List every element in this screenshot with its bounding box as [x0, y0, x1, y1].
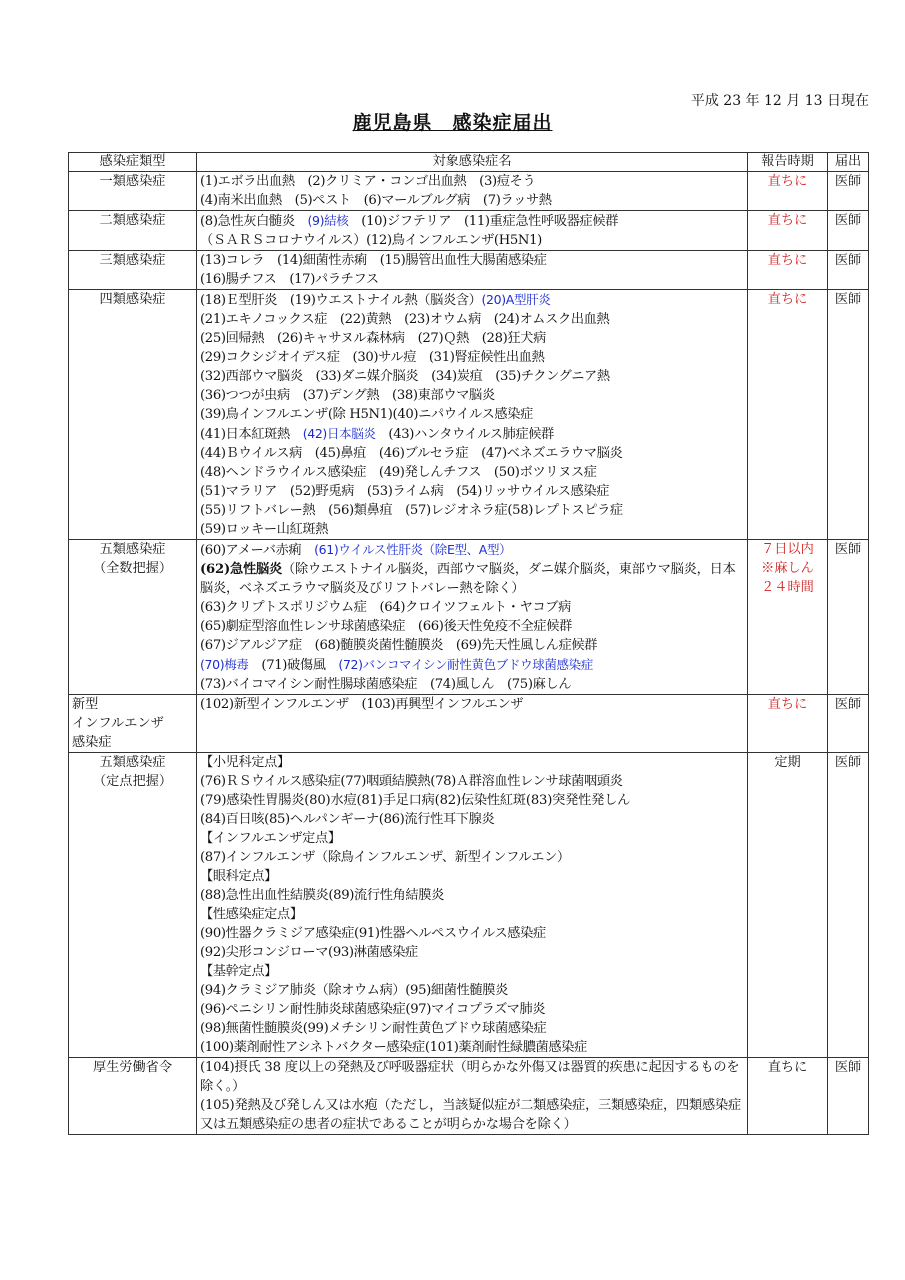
- category-label: 四類感染症: [99, 292, 166, 307]
- report-timing-text: 直ちに: [767, 213, 808, 228]
- table-row: [69, 753, 869, 1058]
- disease-line: [200, 962, 744, 981]
- report-timing-cell: [748, 172, 828, 211]
- category-label: 三類感染症: [99, 253, 166, 268]
- category-label: 五類感染症: [99, 755, 166, 770]
- disease-line: [200, 560, 744, 598]
- as-of-date: 平成 23 年 12 月 13 日現在: [690, 93, 869, 109]
- report-timing-text: 直ちに: [767, 253, 808, 268]
- disease-line: [200, 1058, 744, 1096]
- disease-text: (65)劇症型溶血性レンサ球菌感染症 (66)後天性免疫不全症候群: [200, 619, 572, 634]
- category-label: （定点把握）: [92, 774, 173, 789]
- disease-text: (39)鳥インフルエンザ(除 H5N1)(40)ニパウイルス感染症: [200, 407, 533, 422]
- disease-text: (63)クリプトスポリジウム症 (64)クロイツフェルト・ヤコブ病: [200, 600, 571, 615]
- disease-text: (105)発熱及び発しん又は水疱（ただし，当該疑似症が二類感染症，三類感染症，四類感染症又は五類感染症の患者の症状であることが明らかな場合を除く）: [200, 1098, 741, 1132]
- report-timing-text: 直ちに: [767, 174, 808, 189]
- disease-text: (44)Ｂウイルス病 (45)鼻疽 (46)ブルセラ症 (47)ベネズエラウマ脳炎: [200, 446, 623, 461]
- disease-line: [200, 520, 744, 539]
- disease-text: 【眼科定点】: [200, 869, 278, 884]
- page-title: 鹿児島県 感染症届出: [352, 112, 553, 134]
- disease-text: (43)ハンタウイルス肺症候群: [375, 427, 554, 442]
- notifier-cell: 医師: [828, 753, 869, 1058]
- highlighted-disease: (61)ウイルス性肝炎（除E型、A型）: [314, 542, 512, 557]
- disease-text: (92)尖形コンジローマ(93)淋菌感染症: [200, 945, 418, 960]
- disease-text: (59)ロッキー山紅斑熱: [200, 522, 329, 537]
- disease-text: (8)急性灰白髄炎: [200, 214, 308, 229]
- disease-line: [200, 463, 744, 482]
- highlighted-disease: (72)バンコマイシン耐性黄色ブドウ球菌感染症: [338, 657, 593, 672]
- notifier-cell: 医師: [828, 211, 869, 251]
- disease-text: (18)Ｅ型肝炎 (19)ウエストナイル熱（脳炎含）: [200, 293, 482, 308]
- disease-text: (1)エボラ出血熱 (2)クリミア・コンゴ出血熱 (3)痘そう: [200, 174, 536, 189]
- disease-text: 【インフルエンザ定点】: [200, 831, 341, 846]
- disease-text: (104)摂氏 38 度以上の発熱及び呼吸器症状（明らかな外傷又は器質的疾患に起因するものを除く。）: [200, 1060, 740, 1094]
- disease-line: [200, 172, 744, 191]
- disease-line: [200, 1019, 744, 1038]
- category-cell: [69, 695, 197, 753]
- disease-text: (62)急性脳炎: [200, 562, 282, 577]
- disease-line: [200, 636, 744, 655]
- disease-line: [200, 867, 744, 886]
- disease-text: (48)ヘンドラウイルス感染症 (49)発しんチフス (50)ボツリヌス症: [200, 465, 597, 480]
- disease-line: [200, 943, 744, 962]
- disease-list-cell: [197, 1058, 748, 1135]
- category-label: インフルエンザ: [72, 716, 164, 731]
- highlighted-disease: (42)日本脳炎: [302, 426, 376, 441]
- disease-line: [200, 386, 744, 405]
- disease-text: (13)コレラ (14)細菌性赤痢 (15)腸管出血性大腸菌感染症: [200, 253, 547, 268]
- header-disease-names: 対象感染症名: [197, 153, 748, 172]
- disease-line: [200, 251, 744, 270]
- category-label: 厚生労働省令: [92, 1060, 173, 1075]
- table-row: [69, 1058, 869, 1135]
- table-row: [69, 290, 869, 540]
- category-cell: [69, 1058, 197, 1135]
- disease-line: [200, 329, 744, 348]
- disease-text: (79)感染性胃腸炎(80)水痘(81)手足口病(82)伝染性紅斑(83)突発性発しん: [200, 793, 631, 808]
- report-timing-cell: [748, 540, 828, 695]
- disease-text: (21)エキノコックス症 (22)黄熱 (23)オウム病 (24)オムスク出血熱: [200, 312, 610, 327]
- disease-list-cell: [197, 753, 748, 1058]
- disease-text: (51)マラリア (52)野兎病 (53)ライム病 (54)リッサウイルス感染症: [200, 484, 610, 499]
- disease-text: (4)南米出血熱 (5)ペスト (6)マールブルグ病 (7)ラッサ熱: [200, 193, 552, 208]
- category-cell: [69, 211, 197, 251]
- disease-line: [200, 367, 744, 386]
- report-timing-cell: [748, 753, 828, 1058]
- report-timing-cell: [748, 211, 828, 251]
- infection-notification-table: [68, 152, 869, 1135]
- report-timing-cell: [748, 251, 828, 290]
- category-cell: [69, 290, 197, 540]
- disease-line: [200, 191, 744, 210]
- disease-line: [200, 270, 744, 289]
- disease-text: (76)ＲＳウイルス感染症(77)咽頭結膜熱(78)Ａ群溶血性レンサ球菌咽頭炎: [200, 774, 623, 789]
- disease-text: （除ウエストナイル脳炎，西部ウマ脳炎，ダニ媒介脳炎，東部ウマ脳炎，日本脳炎，ベネズエラウマ脳炎及びリフトバレー熱を除く）: [200, 562, 736, 596]
- highlighted-disease: (9)結核: [307, 213, 349, 228]
- notifier-cell: 医師: [828, 695, 869, 753]
- disease-text: (32)西部ウマ脳炎 (33)ダニ媒介脳炎 (34)炭疽 (35)チクングニア熱: [200, 369, 610, 384]
- category-cell: [69, 172, 197, 211]
- disease-text: 【基幹定点】: [200, 964, 278, 979]
- table-header-row: [69, 153, 869, 172]
- category-label: 一類感染症: [99, 174, 166, 189]
- notifier-cell: 医師: [828, 251, 869, 290]
- disease-line: [200, 1096, 744, 1134]
- disease-text: (55)リフトバレー熱 (56)類鼻疽 (57)レジオネラ症(58)レプトスピラ症: [200, 503, 623, 518]
- disease-text: (41)日本紅斑熱: [200, 427, 303, 442]
- disease-line: [200, 501, 744, 520]
- category-cell: [69, 540, 197, 695]
- disease-line: [200, 540, 744, 560]
- disease-line: [200, 810, 744, 829]
- disease-line: [200, 655, 744, 675]
- report-timing-text: ※麻しん: [761, 561, 814, 576]
- disease-line: [200, 791, 744, 810]
- disease-list-cell: [197, 251, 748, 290]
- disease-text: (71)破傷風: [248, 658, 339, 673]
- disease-text: (36)つつが虫病 (37)デング熱 (38)東部ウマ脳炎: [200, 388, 495, 403]
- disease-text: (100)薬剤耐性アシネトバクター感染症(101)薬剤耐性緑膿菌感染症: [200, 1040, 587, 1055]
- report-timing-cell: [748, 1058, 828, 1135]
- category-label: （全数把握）: [92, 561, 173, 576]
- disease-text: (67)ジアルジア症 (68)髄膜炎菌性髄膜炎 (69)先天性風しん症候群: [200, 638, 598, 653]
- header-notifier: 届出: [828, 153, 869, 172]
- disease-list-cell: [197, 290, 748, 540]
- disease-text: (94)クラミジア肺炎（除オウム病）(95)細菌性髄膜炎: [200, 983, 508, 998]
- disease-line: [200, 905, 744, 924]
- disease-text: (16)腸チフス (17)パラチフス: [200, 272, 379, 287]
- disease-line: [200, 772, 744, 791]
- disease-line: [200, 348, 744, 367]
- disease-text: (29)コクシジオイデス症 (30)サル痘 (31)腎症候性出血熱: [200, 350, 545, 365]
- notifier-cell: 医師: [828, 172, 869, 211]
- category-label: 五類感染症: [99, 542, 166, 557]
- table-row: [69, 540, 869, 695]
- notifier-cell: 医師: [828, 1058, 869, 1135]
- disease-list-cell: [197, 211, 748, 251]
- header-report-timing: 報告時期: [748, 153, 828, 172]
- disease-text: (102)新型インフルエンザ (103)再興型インフルエンザ: [200, 697, 524, 712]
- disease-text: 【性感染症定点】: [200, 907, 303, 922]
- highlighted-disease: (70)梅毒: [200, 657, 249, 672]
- disease-list-cell: [197, 172, 748, 211]
- table-body: [69, 172, 869, 1135]
- highlighted-disease: (20)A型肝炎: [481, 292, 551, 307]
- report-timing-cell: [748, 290, 828, 540]
- category-cell: [69, 753, 197, 1058]
- disease-text: (84)百日咳(85)ヘルパンギーナ(86)流行性耳下腺炎: [200, 812, 495, 827]
- table-row: [69, 172, 869, 211]
- disease-line: [200, 924, 744, 943]
- disease-text: 【小児科定点】: [200, 755, 290, 770]
- disease-line: [200, 981, 744, 1000]
- disease-line: [200, 482, 744, 501]
- notifier-cell: 医師: [828, 540, 869, 695]
- disease-text: (10)ジフテリア (11)重症急性呼吸器症候群: [348, 214, 619, 229]
- disease-text: (90)性器クラミジア感染症(91)性器ヘルペスウイルス感染症: [200, 926, 546, 941]
- report-timing-text: 定期: [774, 755, 801, 770]
- disease-list-cell: [197, 540, 748, 695]
- report-timing-text: 直ちに: [767, 1060, 808, 1075]
- category-label: 感染症: [72, 735, 112, 750]
- disease-line: [200, 231, 744, 250]
- disease-line: [200, 1000, 744, 1019]
- disease-text: (25)回帰熱 (26)キャサヌル森林病 (27)Ｑ熱 (28)狂犬病: [200, 331, 546, 346]
- disease-list-cell: [197, 695, 748, 753]
- disease-text: (96)ペニシリン耐性肺炎球菌感染症(97)マイコプラズマ肺炎: [200, 1002, 546, 1017]
- disease-text: (73)バイコマイシン耐性腸球菌感染症 (74)風しん (75)麻しん: [200, 677, 572, 692]
- report-timing-text: 直ちに: [767, 697, 808, 712]
- category-cell: [69, 251, 197, 290]
- disease-line: [200, 211, 744, 231]
- table-row: [69, 251, 869, 290]
- disease-line: [200, 695, 744, 714]
- disease-line: [200, 675, 744, 694]
- disease-text: （ＳＡＲＳコロナウイルス）(12)鳥インフルエンザ(H5N1): [200, 233, 542, 248]
- disease-text: (88)急性出血性結膜炎(89)流行性角結膜炎: [200, 888, 444, 903]
- report-timing-text: ７日以内: [761, 542, 814, 557]
- disease-line: [200, 444, 744, 463]
- disease-line: [200, 829, 744, 848]
- disease-text: (98)無菌性髄膜炎(99)メチシリン耐性黄色ブドウ球菌感染症: [200, 1021, 547, 1036]
- category-label: 二類感染症: [99, 213, 166, 228]
- category-label: 新型: [72, 697, 99, 712]
- disease-line: [200, 886, 744, 905]
- disease-text: (87)インフルエンザ（除鳥インフルエンザ、新型インフルエン）: [200, 850, 570, 865]
- report-timing-text: 直ちに: [767, 292, 808, 307]
- disease-line: [200, 424, 744, 444]
- disease-line: [200, 598, 744, 617]
- disease-line: [200, 310, 744, 329]
- report-timing-cell: [748, 695, 828, 753]
- disease-line: [200, 290, 744, 310]
- disease-line: [200, 848, 744, 867]
- notifier-cell: 医師: [828, 290, 869, 540]
- table-row: [69, 695, 869, 753]
- header-category: 感染症類型: [69, 153, 197, 172]
- disease-line: [200, 1038, 744, 1057]
- disease-line: [200, 405, 744, 424]
- disease-line: [200, 753, 744, 772]
- report-timing-text: ２４時間: [761, 580, 814, 595]
- disease-text: (60)アメーバ赤痢: [200, 543, 315, 558]
- disease-line: [200, 617, 744, 636]
- table-row: [69, 211, 869, 251]
